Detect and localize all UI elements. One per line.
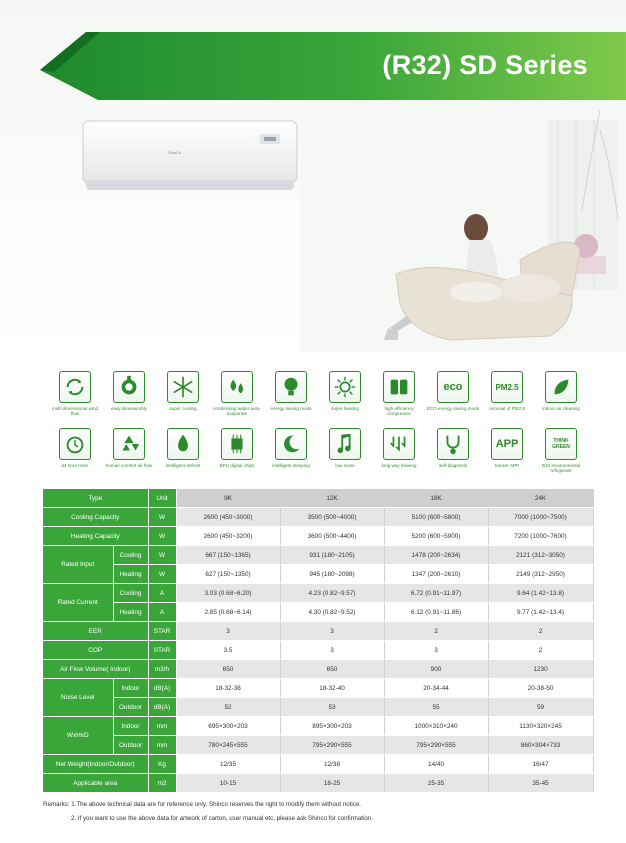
spec-row xyxy=(43,660,593,679)
spec-unit: A xyxy=(148,584,176,603)
spec-row-label: Heating Capacity xyxy=(43,527,148,546)
remarks xyxy=(43,798,603,826)
recycle-symbol-icon xyxy=(113,428,145,460)
spec-value: 2149 (312~2950) xyxy=(488,565,593,584)
spec-header-model: 18K xyxy=(384,489,488,508)
feature-item xyxy=(102,428,156,480)
feature-item xyxy=(264,371,318,423)
spec-unit: W xyxy=(148,508,176,527)
snowflake-icon xyxy=(167,371,199,403)
feature-label: human comfort air flow xyxy=(105,463,153,468)
spec-header-row xyxy=(43,489,593,508)
spec-value: 3.03 (0.68~6.20) xyxy=(176,584,280,603)
spec-value: 860×304×733 xyxy=(488,736,593,755)
spec-value: 2 xyxy=(488,622,593,641)
spec-value: 4.23 (0.82~9.57) xyxy=(280,584,384,603)
spec-value: 52 xyxy=(176,698,280,717)
feature-label: low noise xyxy=(335,463,355,468)
feature-item xyxy=(480,371,534,423)
spec-value: 18-25 xyxy=(280,774,384,793)
feature-label: super heating xyxy=(331,406,359,411)
feature-label: removal of PM2.5 xyxy=(489,406,525,411)
spec-value: 12/38 xyxy=(280,755,384,774)
spec-row-label: Air Flow Volume( Indoor) xyxy=(43,660,148,679)
spec-group-label: Rated Current xyxy=(43,584,113,622)
icon-text: PM2.5 xyxy=(495,382,519,392)
feature-label: 24 hour timer xyxy=(61,463,89,468)
spec-value: 3 xyxy=(280,641,384,660)
feature-label: intelligent defrost xyxy=(165,463,201,468)
spec-row-label: Cooling Capacity xyxy=(43,508,148,527)
feature-label: intelligent sleeping xyxy=(272,463,310,468)
spec-sub-label: Indoor xyxy=(113,717,148,736)
spec-row xyxy=(43,774,593,793)
remark-line-2: 2. If you want to use the above data for artwork of carton, user manual etc, please ask Shinco for confirmation. xyxy=(71,815,373,822)
remark-line-1: Remarks: 1.The above technical data are for reference only. Shinco reserves the right to modify them without notice. xyxy=(43,801,362,808)
spec-value: 931 (180~2105) xyxy=(280,546,384,565)
water-drops-icon xyxy=(221,371,253,403)
feature-item xyxy=(426,371,480,423)
feature-item xyxy=(480,428,534,480)
spec-value: 2121 (312~3050) xyxy=(488,546,593,565)
spec-unit: mm xyxy=(148,736,176,755)
feature-item xyxy=(264,428,318,480)
spec-value: 2600 (450~3000) xyxy=(176,508,280,527)
spec-value: 53 xyxy=(280,698,384,717)
spec-row xyxy=(43,603,593,622)
spec-row xyxy=(43,565,593,584)
spec-value: 59 xyxy=(488,698,593,717)
spec-value: 2.85 (0.68~6.14) xyxy=(176,603,280,622)
feature-label: long way blowing xyxy=(381,463,417,468)
spec-value: 55 xyxy=(384,698,488,717)
feature-item xyxy=(156,428,210,480)
spec-value: 895×300×203 xyxy=(280,717,384,736)
light-bulb-icon xyxy=(275,371,307,403)
feature-label: self-diagnosis xyxy=(438,463,468,468)
spec-value: 5200 (600~5900) xyxy=(384,527,488,546)
sun-icon xyxy=(329,371,361,403)
spec-row xyxy=(43,622,593,641)
spec-row-label: EER xyxy=(43,622,148,641)
spec-value: 795×290×555 xyxy=(384,736,488,755)
spec-value: 3 xyxy=(384,641,488,660)
spec-group-label: WxHxD xyxy=(43,717,113,755)
spec-value: 35-45 xyxy=(488,774,593,793)
feature-label: super cooling xyxy=(169,406,197,411)
spec-value: 10-15 xyxy=(176,774,280,793)
feature-label: easy disassembly xyxy=(110,406,148,411)
leaf-icon xyxy=(545,371,577,403)
spec-value: 1000×310×240 xyxy=(384,717,488,736)
spec-value: 667 (150~1365) xyxy=(176,546,280,565)
spec-unit: dB(A) xyxy=(148,679,176,698)
spec-value: 2600 (450~3200) xyxy=(176,527,280,546)
spec-value: 9.64 (1.42~13.8) xyxy=(488,584,593,603)
spec-unit: A xyxy=(148,603,176,622)
ac-brand-logo: ShinCo xyxy=(168,150,182,155)
spec-value: 4.30 (0.82~9.52) xyxy=(280,603,384,622)
spec-row xyxy=(43,679,593,698)
flame-drop-icon xyxy=(167,428,199,460)
feature-label: high efficiency compressor xyxy=(384,406,414,417)
air-conditioner-indoor-unit xyxy=(82,120,298,194)
feature-item xyxy=(210,428,264,480)
feature-item xyxy=(48,371,102,423)
spec-row xyxy=(43,698,593,717)
think-green-icon xyxy=(545,428,577,460)
feature-label: energy saving mode xyxy=(270,406,312,411)
recycle-arrows-icon xyxy=(59,371,91,403)
feature-item xyxy=(372,371,426,423)
spec-value: 3500 (500~4000) xyxy=(280,508,384,527)
spec-value: 18-32-38 xyxy=(176,679,280,698)
spec-unit: W xyxy=(148,565,176,584)
spec-sub-label: Indoor xyxy=(113,679,148,698)
feature-icons-grid xyxy=(48,371,588,486)
spec-value: 5100 (600~5800) xyxy=(384,508,488,527)
disassembly-icon xyxy=(113,371,145,403)
spec-value: 1230 xyxy=(488,660,593,679)
eco-icon xyxy=(437,371,469,403)
spec-row xyxy=(43,736,593,755)
app-icon xyxy=(491,428,523,460)
feature-item xyxy=(534,428,588,480)
spec-value: 12/35 xyxy=(176,755,280,774)
feature-item xyxy=(210,371,264,423)
spec-value: 1347 (200~2610) xyxy=(384,565,488,584)
icon-text: eco xyxy=(443,381,463,393)
spec-value: 695×300×203 xyxy=(176,717,280,736)
feature-item xyxy=(48,428,102,480)
spec-unit: mm xyxy=(148,717,176,736)
spec-value: 20-38-50 xyxy=(488,679,593,698)
spec-value: 6.72 (0.91~11.97) xyxy=(384,584,488,603)
icon-text: THINK GREEN xyxy=(552,438,570,450)
moon-icon xyxy=(275,428,307,460)
spec-value: 3 xyxy=(280,622,384,641)
spec-value: 780×245×555 xyxy=(176,736,280,755)
feature-item xyxy=(372,428,426,480)
spec-value: 3 xyxy=(176,622,280,641)
spec-value: 3600 (500~4400) xyxy=(280,527,384,546)
spec-table xyxy=(43,489,594,793)
spec-header-model: 24K xyxy=(488,489,593,508)
spec-value: 795×290×555 xyxy=(280,736,384,755)
feature-label: condensing water auto-evaporate xyxy=(213,406,261,417)
spec-value: 25-35 xyxy=(384,774,488,793)
feature-label: R32 environmental refrigerant xyxy=(541,463,581,474)
spec-value: 945 (180~2098) xyxy=(280,565,384,584)
spec-value: 1130×320×245 xyxy=(488,717,593,736)
spec-unit: m2 xyxy=(148,774,176,793)
spec-value: 18-32-40 xyxy=(280,679,384,698)
spec-sub-label: Cooling xyxy=(113,546,148,565)
spec-unit: W xyxy=(148,527,176,546)
spec-row xyxy=(43,584,593,603)
spec-value: 3.5 xyxy=(176,641,280,660)
spec-row xyxy=(43,546,593,565)
spec-sub-label: Cooling xyxy=(113,584,148,603)
feature-item xyxy=(156,371,210,423)
spec-value: 650 xyxy=(176,660,280,679)
feature-item xyxy=(318,371,372,423)
spec-row-label: Net Weight(Indoor/Outdoor) xyxy=(43,755,148,774)
pm25-icon xyxy=(491,371,523,403)
spec-value: 9.77 (1.42~13.4) xyxy=(488,603,593,622)
spec-unit: STAR xyxy=(148,641,176,660)
spec-value: 6.12 (0.91~11.86) xyxy=(384,603,488,622)
feature-item xyxy=(426,428,480,480)
low-noise-icon xyxy=(329,428,361,460)
spec-value: 650 xyxy=(280,660,384,679)
spec-value: 2 xyxy=(384,622,488,641)
feature-item xyxy=(318,428,372,480)
spec-sub-label: Outdoor xyxy=(113,698,148,717)
feature-label: indoor air cleaning xyxy=(542,406,580,411)
compressor-icon xyxy=(383,371,415,403)
living-room-photo xyxy=(300,100,626,352)
spec-value: 7000 (1000~7500) xyxy=(488,508,593,527)
spec-group-label: Rated Input xyxy=(43,546,113,584)
spec-row xyxy=(43,527,593,546)
spec-unit: m3/h xyxy=(148,660,176,679)
spec-value: 16/47 xyxy=(488,755,593,774)
spec-value: 627 (150~1350) xyxy=(176,565,280,584)
spec-value: 7200 (1000~7600) xyxy=(488,527,593,546)
feature-label: BPU digital chips xyxy=(219,463,255,468)
spec-row xyxy=(43,641,593,660)
spec-sub-label: Outdoor xyxy=(113,736,148,755)
spec-header-model: 9K xyxy=(176,489,280,508)
alarm-clock-icon xyxy=(59,428,91,460)
banner-title: (R32) SD Series xyxy=(382,50,588,80)
spec-value: 20-34-44 xyxy=(384,679,488,698)
spec-row xyxy=(43,755,593,774)
spec-value: 900 xyxy=(384,660,488,679)
spec-value: 1478 (200~2634) xyxy=(384,546,488,565)
spec-row-label: Applicable area xyxy=(43,774,148,793)
feature-label: ECO energy saving mode xyxy=(426,406,480,411)
spec-header-type: Type xyxy=(43,489,148,508)
spec-header-model: 12K xyxy=(280,489,384,508)
feature-item xyxy=(534,371,588,423)
hero-section xyxy=(0,0,626,352)
spec-sub-label: Heating xyxy=(113,565,148,584)
spec-unit: Kg xyxy=(148,755,176,774)
spec-value: 14/40 xyxy=(384,755,488,774)
feature-label: multi dimensional wind flow xyxy=(51,406,99,417)
spec-group-label: Noise Level xyxy=(43,679,113,717)
spec-row-label: COP xyxy=(43,641,148,660)
spec-unit: dB(A) xyxy=(148,698,176,717)
spec-row xyxy=(43,717,593,736)
feature-item xyxy=(102,371,156,423)
spec-unit: STAR xyxy=(148,622,176,641)
feature-label: tracker APP xyxy=(494,463,520,468)
stethoscope-icon xyxy=(437,428,469,460)
spec-sub-label: Heating xyxy=(113,603,148,622)
icon-text: APP xyxy=(495,438,519,450)
spec-row xyxy=(43,508,593,527)
spec-unit: W xyxy=(148,546,176,565)
spec-header-unit: Unit xyxy=(148,489,176,508)
arrows-down-icon xyxy=(383,428,415,460)
spec-value: 2 xyxy=(488,641,593,660)
chip-icon xyxy=(221,428,253,460)
